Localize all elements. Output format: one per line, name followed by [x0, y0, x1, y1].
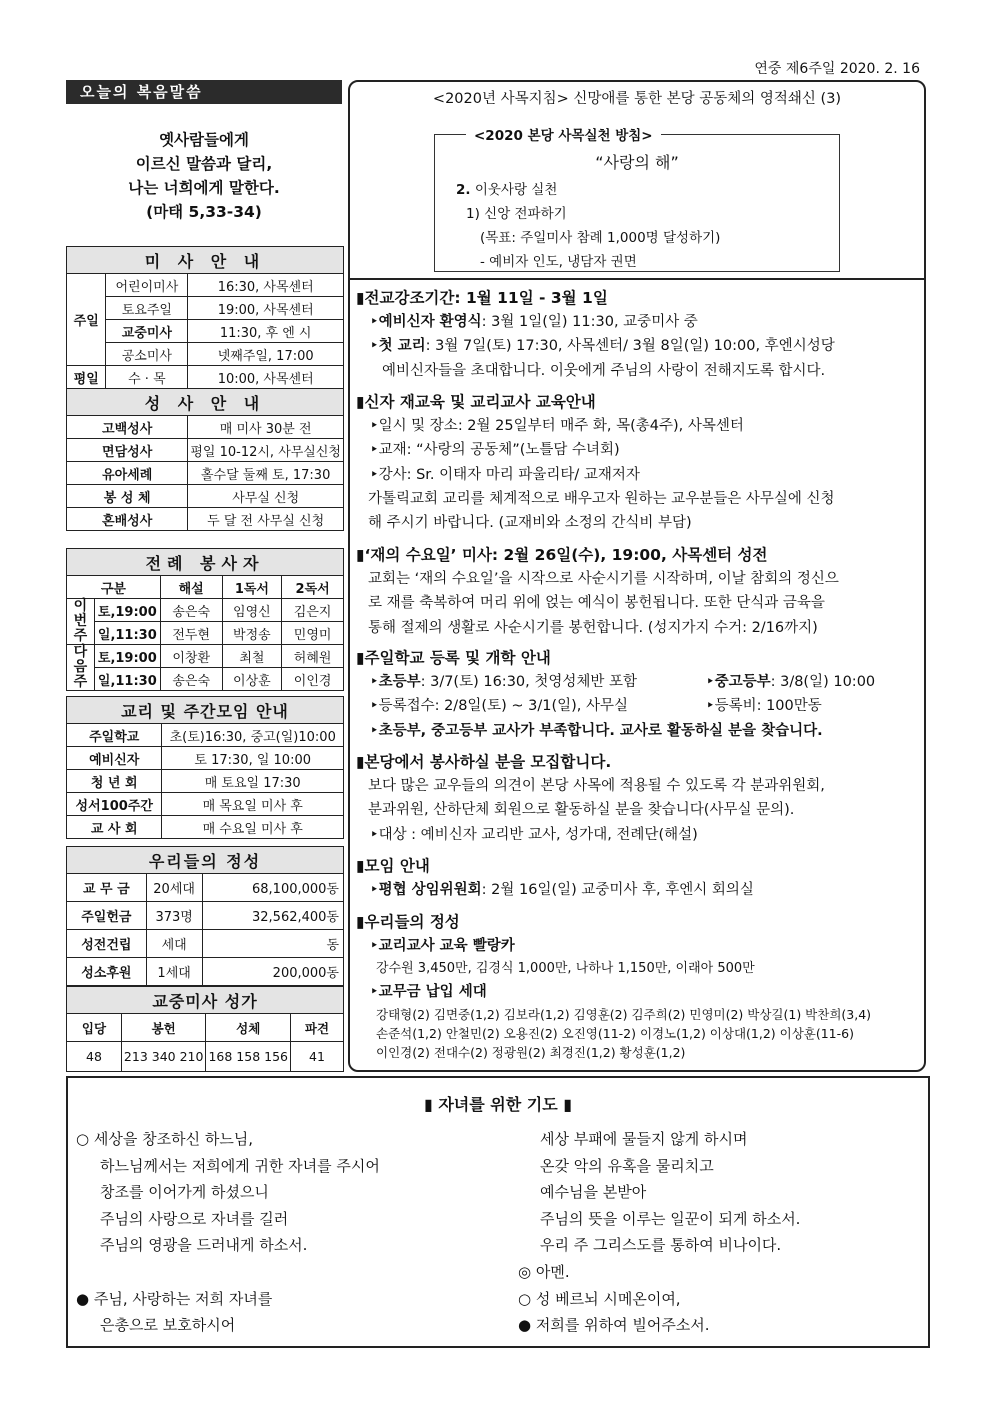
sacrament-guide-title: 성 사 안 내 [67, 389, 344, 416]
mass-time: 11:30, 후 엔 시 [188, 320, 344, 343]
meeting-name: 주일학교 [67, 724, 162, 747]
triangle-bullet-icon: ‣ [370, 722, 379, 739]
liturgy-servers-table [66, 548, 344, 691]
column-header: 2독서 [282, 576, 344, 599]
meeting-name: 청 년 회 [67, 770, 162, 793]
sacrament-name: 고백성사 [67, 416, 188, 439]
column-header: 1독서 [222, 576, 282, 599]
weekday-label: 평일 [67, 366, 106, 389]
meeting-name: 성서100주간 [67, 793, 162, 816]
mass-time: 16:30, 사목센터 [188, 274, 344, 297]
liturgy-servers-title: 전례 봉사자 [67, 549, 344, 576]
server-name: 이상훈 [222, 668, 282, 691]
left-info-table [66, 246, 344, 531]
triangle-bullet-icon: ‣ [370, 418, 379, 435]
triangle-bullet-icon: ‣ [370, 314, 379, 331]
server-name: 이인경 [282, 668, 344, 691]
sacrament-name: 봉 성 체 [67, 485, 188, 508]
prayer-line: 우리 주 그리스도를 통하여 비나이다. [540, 1236, 782, 1255]
triangle-bullet-icon: ‣ [370, 938, 379, 955]
server-name: 박정송 [222, 622, 282, 645]
offerings-title: 우리들의 정성 [67, 847, 344, 874]
mass-slot: 일,11:30 [94, 622, 160, 645]
offering-amount: 동 [202, 930, 343, 958]
meeting-name: 예비신자 [67, 747, 162, 770]
mass-slot: 토,19:00 [94, 645, 160, 668]
hymn-header: 입당 [67, 1014, 122, 1042]
main-title: <2020년 사목지침> 신망애를 통한 본당 공동체의 영적쇄신 (3) [432, 91, 842, 107]
hymn-number: 213 340 210 [121, 1042, 206, 1072]
prayer-line: ○ 성 베르뇌 시메온이여, [518, 1289, 681, 1308]
sacrament-name: 유아세례 [67, 462, 188, 485]
server-name: 임영신 [222, 599, 282, 622]
sacrament-info: 홀수달 둘째 토, 17:30 [188, 462, 344, 485]
hymn-number: 168 158 156 [206, 1042, 291, 1072]
prayer-line: 주님의 뜻을 이루는 일꾼이 되게 하소서. [540, 1209, 801, 1228]
sacrament-info: 두 달 전 사무실 신청 [188, 508, 344, 531]
offering-amount: 200,000동 [202, 958, 343, 986]
section-title: 주일학교 등록 및 개학 안내 [364, 649, 551, 667]
section-meetings: ▮모임 안내 ‣평협 상임위원회: 2월 16일(일) 교중미사 후, 후엔시 회의실 [356, 857, 754, 899]
prayer-line: 은총으로 보호하시어 [100, 1316, 236, 1335]
prayer-line: 주님의 영광을 드러내게 하소서. [100, 1236, 308, 1255]
triangle-bullet-icon: ‣ [370, 442, 379, 459]
mass-name: 어린이미사 [106, 274, 188, 297]
offering-count: 1세대 [146, 958, 202, 986]
mass-name: 공소미사 [106, 343, 188, 366]
section-title: 전교강조기간: 1월 11일 - 3월 1일 [364, 289, 608, 307]
prayer-right-column [518, 1126, 918, 1339]
hymn-number: 48 [67, 1042, 122, 1072]
prayer-line: 주님의 사랑으로 자녀를 길러 [100, 1209, 289, 1228]
offering-count: 20세대 [146, 874, 202, 902]
server-name: 송은숙 [160, 599, 222, 622]
section-title: 신자 재교육 및 교리교사 교육안내 [364, 393, 596, 411]
section-volunteers: ▮본당에서 봉사하실 분을 모집합니다. 보다 많은 교우들의 의견이 본당 사목에 적용될 수 있도록 각 분과위원회, 분과위원, 산하단체 회원으로 활동하실 분을 찾습니다(사무실 문의). ‣대상 : 예비신자 교리반 교사, 성가대, 전례단(해설) [356, 753, 825, 843]
mass-name: 토요주일 [106, 297, 188, 320]
prayer-line: 하느님께서는 저희에게 귀한 자녀를 주시어 [100, 1156, 380, 1175]
square-bullet-icon: ▮ [356, 289, 365, 307]
prayer-left-column [76, 1126, 496, 1339]
prayer-line: 창조를 이어가게 하셨으니 [100, 1183, 269, 1202]
section-reeducation: ▮신자 재교육 및 교리교사 교육안내 ‣일시 및 장소: 2월 25일부터 매주 화, 목(총4주), 사목센터 ‣교재: “사랑의 공동체”(노틀담 수녀회) ‣강사: Sr. 이태자 마리 파울리타/ 교재저자 가톨릭교회 교리를 체계적으로 배우고자 원하는 교우분들은 사무실에 신청 해 주시기 바랍니다. (교재비와 소정의 간식비 부담) [356, 393, 835, 532]
prayer-line: ● 주님, 사랑하는 저희 자녀를 [76, 1289, 273, 1308]
mass-name: 수 · 목 [106, 366, 188, 389]
triangle-bullet-icon: ‣ [370, 984, 379, 1001]
offering-name: 교 무 금 [67, 874, 147, 902]
gospel-title: 오늘의 복음말씀 [66, 80, 342, 104]
triangle-bullet-icon: ‣ [706, 698, 715, 715]
hymn-header: 파견 [290, 1014, 343, 1042]
sacrament-info: 사무실 신청 [188, 485, 344, 508]
mass-slot: 일,11:30 [94, 668, 160, 691]
prayer-line: 온갖 악의 유혹을 물리치고 [540, 1156, 714, 1175]
square-bullet-icon: ▮ [356, 546, 365, 564]
section-title: 모임 안내 [364, 857, 430, 875]
prayer-line: ◎ 아멘. [518, 1262, 570, 1281]
server-name: 전두현 [160, 622, 222, 645]
mass-name: 교중미사 [106, 320, 188, 343]
catechism-title: 교리 및 주간모임 안내 [67, 697, 344, 724]
prayer-line: 예수님을 본받아 [540, 1183, 647, 1202]
policy-slogan: “사랑의 해” [595, 153, 679, 172]
server-name: 이창환 [160, 645, 222, 668]
triangle-bullet-icon: ‣ [370, 882, 379, 899]
offerings-table [66, 846, 344, 986]
triangle-bullet-icon: ‣ [370, 826, 379, 843]
offering-name: 주일헌금 [67, 902, 147, 930]
mass-time: 10:00, 사목센터 [188, 366, 344, 389]
triangle-bullet-icon: ‣ [706, 674, 715, 691]
this-week-label: 이번주 [67, 599, 95, 645]
policy-item: - 예비자 인도, 냉담자 권면 [480, 254, 637, 270]
policy-heading: <2020 본당 사목실천 방침> [466, 124, 661, 144]
sacrament-name: 면담성사 [67, 439, 188, 462]
square-bullet-icon: ▮ [356, 857, 365, 875]
square-bullet-icon: ▮ [423, 1095, 433, 1114]
meeting-time: 초(토)16:30, 중고(일)10:00 [162, 724, 344, 747]
offering-count: 세대 [146, 930, 202, 958]
column-header: 구분 [67, 576, 161, 599]
meeting-time: 매 수요일 미사 후 [162, 816, 344, 839]
triangle-bullet-icon: ‣ [370, 466, 379, 483]
server-name: 허혜원 [282, 645, 344, 668]
hymn-number: 41 [290, 1042, 343, 1072]
offering-amount: 32,562,400동 [202, 902, 343, 930]
issue-date: 연중 제6주일 2020. 2. 16 [754, 61, 920, 77]
section-title: 본당에서 봉사하실 분을 모집합니다. [364, 753, 612, 771]
triangle-bullet-icon: ‣ [370, 698, 379, 715]
sacrament-name: 혼배성사 [67, 508, 188, 531]
policy-item: 1) 신앙 전파하기 [466, 206, 567, 222]
offering-count: 373명 [146, 902, 202, 930]
mass-time: 19:00, 사목센터 [188, 297, 344, 320]
offering-amount: 68,100,000동 [202, 874, 343, 902]
square-bullet-icon: ▮ [356, 649, 365, 667]
gospel-verse: 옛사람들에게 이르신 말씀과 달리, 나는 너희에게 말한다. (마태 5,33-34) [128, 131, 280, 221]
mass-slot: 토,19:00 [94, 599, 160, 622]
meeting-time: 토 17:30, 일 10:00 [162, 747, 344, 770]
square-bullet-icon: ▮ [356, 753, 365, 771]
next-week-label: 다음주 [67, 645, 95, 691]
section-title: 우리들의 정성 [364, 913, 460, 931]
square-bullet-icon: ▮ [563, 1095, 573, 1114]
triangle-bullet-icon: ‣ [370, 674, 379, 691]
meeting-time: 매 토요일 17:30 [162, 770, 344, 793]
sacrament-info: 매 미사 30분 전 [188, 416, 344, 439]
section-ash-wednesday: ▮‘재의 수요일’ 미사: 2월 26일(수), 19:00, 사목센터 성전 교회는 ‘재의 수요일’을 시작으로 사순시기를 시작하며, 이날 참회의 정신으 로 재를 축복하여 머리 위에 얹는 예식이 봉헌됩니다. 또한 단식과 금육을 통해 절제의 생활로 사순시기를 봉헌합니다. (성지가지 수거: 2/16까지) [356, 546, 839, 636]
policy-item: (목표: 주일미사 참례 1,000명 달성하기) [480, 230, 721, 246]
section-offerings: ▮우리들의 정성 ‣교리교사 교육 빨랑카 강수원 3,450만, 김경식 1,000만, 나하나 1,150만, 이래아 500만 ‣교무금 납입 세대 강태형(2) 김면중(1,2) 김보라(1,2) 김영훈(2) 김주희(2) 민영미(2) 박상길(1) 박찬희(3,4) 손준석(1,2) 안철민(2) 오용진(2) 오진영(11-2) 이경노(1,2) 이상대(1,2) 이상훈(11-6) 이인경(2) 전대수(2) 정광원(2) 최경진(1,2) 황성훈(1,2) [356, 913, 872, 1060]
mass-time: 넷째주일, 17:00 [188, 343, 344, 366]
prayer-line: ○ 세상을 창조하신 하느님, [76, 1130, 254, 1148]
triangle-bullet-icon: ‣ [370, 338, 379, 355]
server-name: 최철 [222, 645, 282, 668]
square-bullet-icon: ▮ [356, 393, 365, 411]
offering-name: 성소후원 [67, 958, 147, 986]
sacrament-info: 평일 10-12시, 사무실신청 [188, 439, 344, 462]
hymn-header: 봉헌 [121, 1014, 206, 1042]
catechism-table [66, 696, 344, 839]
column-header: 해설 [160, 576, 222, 599]
server-name: 김은지 [282, 599, 344, 622]
server-name: 송은숙 [160, 668, 222, 691]
prayer-title: ▮ 자녀를 위한 기도 ▮ [423, 1095, 573, 1114]
meeting-time: 매 목요일 미사 후 [162, 793, 344, 816]
prayer-line: 세상 부패에 물들지 않게 하시며 [540, 1130, 748, 1148]
meeting-name: 교 사 회 [67, 816, 162, 839]
sunday-label: 주일 [67, 274, 106, 366]
mass-guide-title: 미 사 안 내 [67, 247, 344, 274]
hymns-title: 교중미사 성가 [67, 987, 344, 1014]
section-evangelization: ▮전교강조기간: 1월 11일 - 3월 1일 ‣예비신자 환영식: 3월 1일(일) 11:30, 교중미사 중 ‣첫 교리: 3월 7일(토) 17:30, 사목센터/ 3월 8일(일) 10:00, 후엔시성당 예비신자들을 초대합니다. 이웃에게 주님의 사랑이 전해지도록 합시다. [356, 289, 835, 379]
section-divider [348, 278, 926, 280]
server-name: 민영미 [282, 622, 344, 645]
offering-name: 성전건립 [67, 930, 147, 958]
hymns-table [66, 986, 344, 1072]
square-bullet-icon: ▮ [356, 913, 365, 931]
prayer-line: ● 저희를 위하여 빌어주소서. [518, 1316, 710, 1335]
hymn-header: 성체 [206, 1014, 291, 1042]
policy-item: 2. 이웃사랑 실천 [456, 182, 558, 198]
section-sunday-school: ▮주일학교 등록 및 개학 안내 ‣초등부: 3/7(토) 16:30, 첫영성체반 포함 ‣중고등부: 3/8(일) 10:00 ‣등록접수: 2/8일(토) ~ 3/1(일), 사무실 ‣등록비: 100만동 ‣초등부, 중고등부 교사가 부족합니다. 교사로 활동하실 분을 찾습니다. [356, 649, 876, 739]
section-title: ‘재의 수요일’ 미사: 2월 26일(수), 19:00, 사목센터 성전 [364, 546, 768, 564]
prayer-line [76, 1259, 496, 1286]
